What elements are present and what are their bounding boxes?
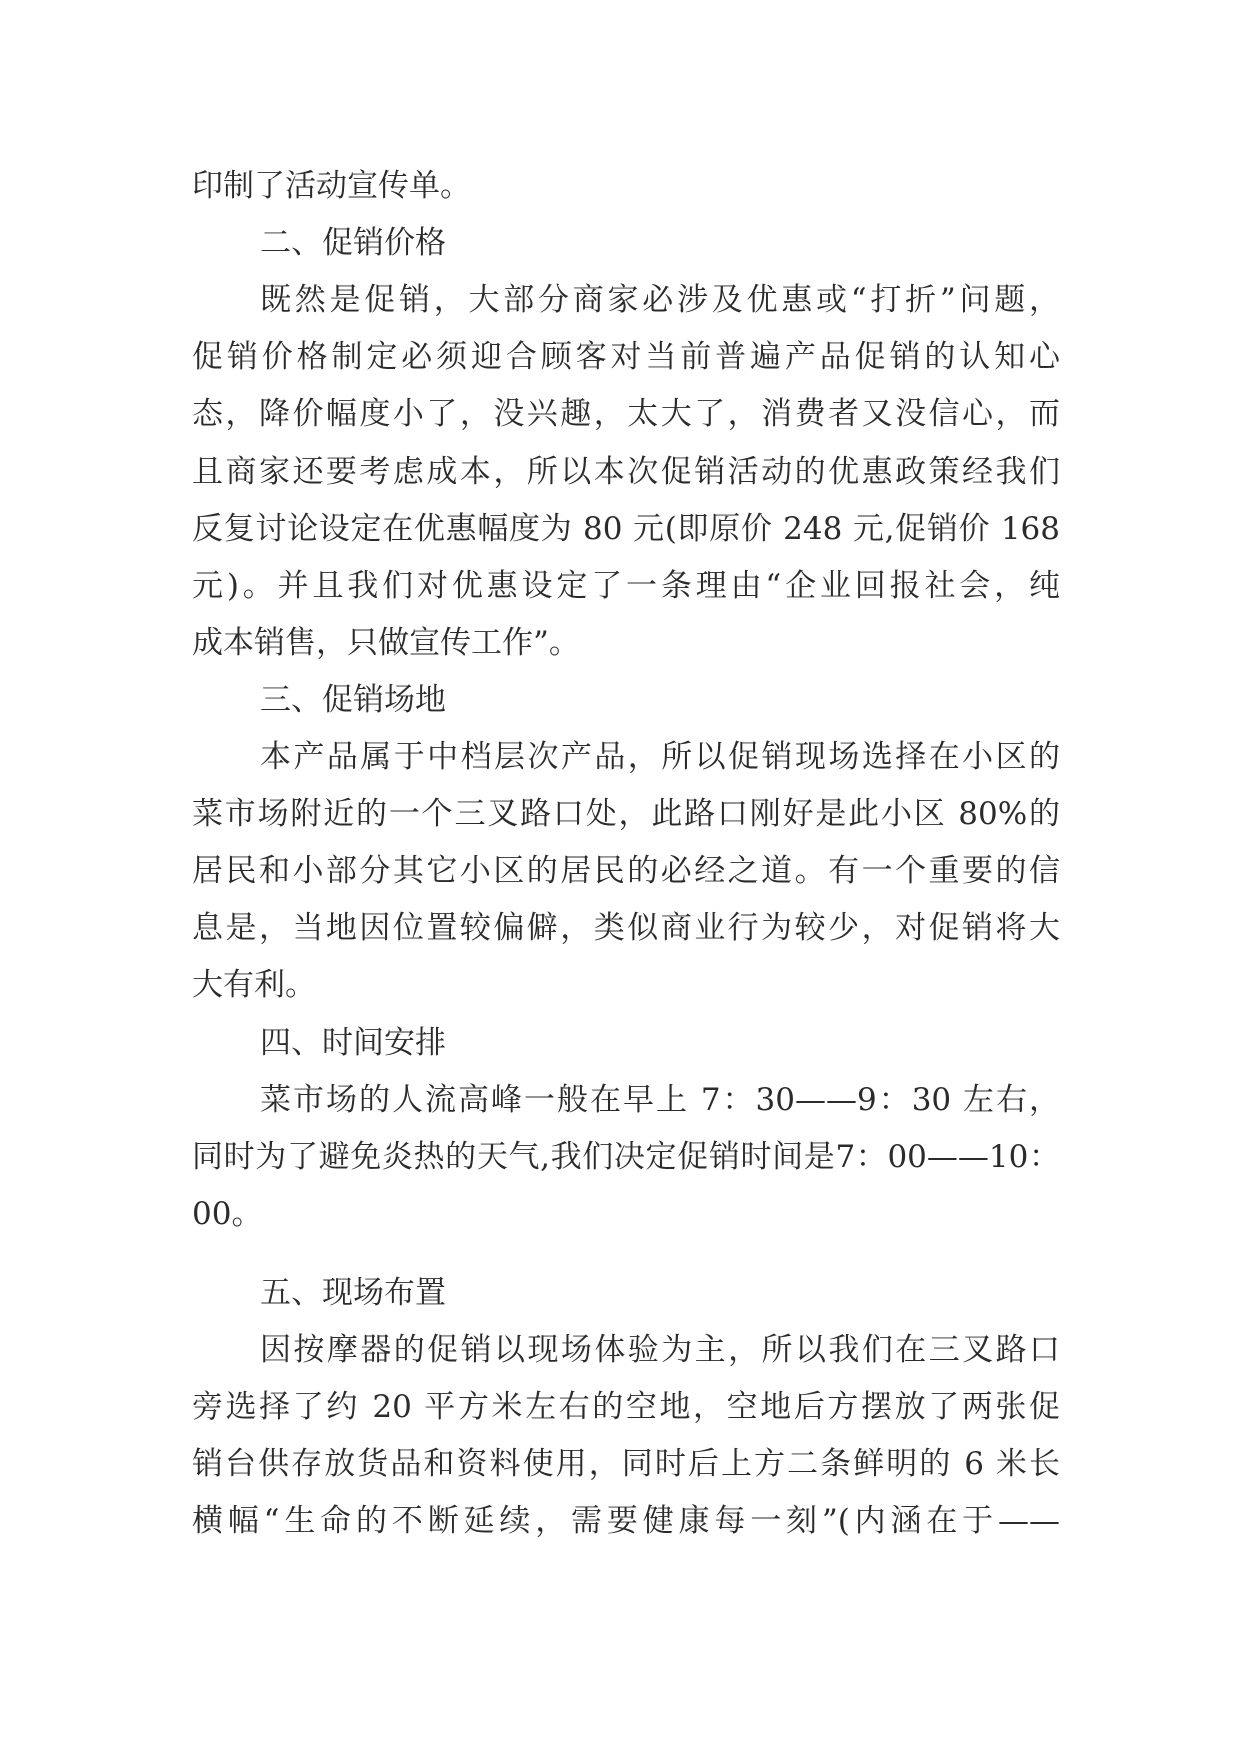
text-line: 大有利。 — [192, 967, 316, 1003]
text-line: 同时为了避免炎热的天气,我们决定促销时间是7：00——10： — [192, 1139, 1060, 1175]
text-line: 本产品属于中档层次产品，所以促销现场选择在小区的 — [260, 739, 1060, 775]
text-line: 印制了活动宣传单。 — [192, 168, 471, 204]
text-line: 且商家还要考虑成本，所以本次促销活动的优惠政策经我们 — [192, 454, 1060, 490]
text-line: 既然是促销，大部分商家必涉及优惠或“打折”问题， — [260, 282, 1060, 318]
text-line: 因按摩器的促销以现场体验为主，所以我们在三叉路口 — [260, 1332, 1060, 1368]
text-line: 成本销售，只做宣传工作”。 — [192, 625, 580, 661]
section-heading-pricing: 二、促销价格 — [260, 225, 446, 261]
text-line: 横幅“生命的不断延续，需要健康每一刻”(内涵在于—— — [192, 1503, 1060, 1539]
text-line: 元)。并且我们对优惠设定了一条理由“企业回报社会，纯 — [192, 568, 1060, 604]
text-line: 反复讨论设定在优惠幅度为 80 元(即原价 248 元,促销价 168 — [192, 511, 1060, 547]
text-line: 00。 — [192, 1196, 263, 1232]
text-line: 菜市场的人流高峰一般在早上 7：30——9：30 左右， — [260, 1082, 1060, 1118]
text-line: 促销价格制定必须迎合顾客对当前普遍产品促销的认知心 — [192, 339, 1060, 375]
text-line: 息是，当地因位置较偏僻，类似商业行为较少，对促销将大 — [192, 910, 1060, 946]
section-heading-schedule: 四、时间安排 — [260, 1025, 446, 1061]
text-line: 旁选择了约 20 平方米左右的空地，空地后方摆放了两张促 — [192, 1389, 1060, 1425]
section-heading-layout: 五、现场布置 — [260, 1275, 446, 1311]
section-heading-venue: 三、促销场地 — [260, 682, 446, 718]
text-line: 居民和小部分其它小区的居民的必经之道。有一个重要的信 — [192, 853, 1060, 889]
text-line: 销台供存放货品和资料使用，同时后上方二条鲜明的 6 米长 — [192, 1446, 1060, 1482]
text-line: 菜市场附近的一个三叉路口处，此路口刚好是此小区 80%的 — [192, 796, 1060, 832]
text-line: 态，降价幅度小了，没兴趣，太大了，消费者又没信心，而 — [192, 396, 1060, 432]
